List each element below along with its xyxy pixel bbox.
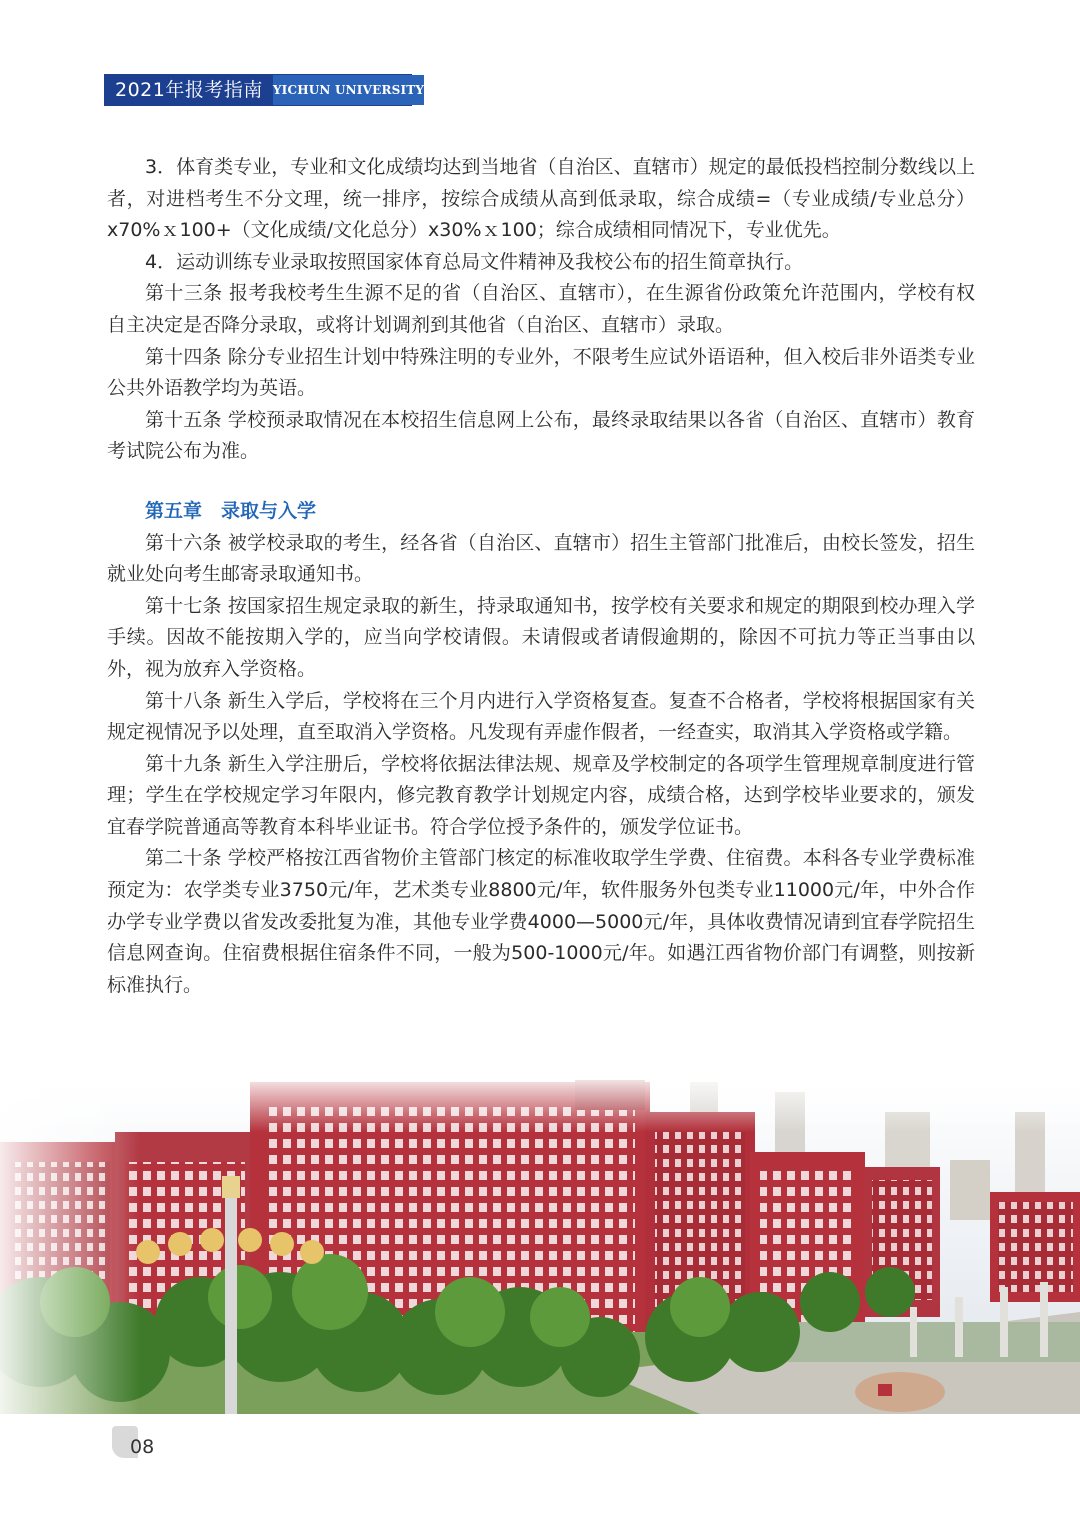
university-name: YICHUN UNIVERSITY <box>273 75 424 105</box>
page-number-box <box>112 1426 160 1470</box>
page-number: 08 <box>130 1436 155 1458</box>
paragraph: 第十八条 新生入学后，学校将在三个月内进行入学资格复查。复查不合格者，学校将根据国家有关规定视情况予以处理，直至取消入学资格。凡发现有弄虚作假者，一经查实，取消其入学资格或学籍。 <box>107 689 975 744</box>
guide-title: 2021年报考指南 <box>105 75 273 105</box>
paragraph: 第十三条 报考我校考生生源不足的省（自治区、直辖市），在生源省份政策允许范围内，学校有权自主决定是否降分录取，或将计划调剂到其他省（自治区、直辖市）录取。 <box>107 282 975 336</box>
paragraph: 第十六条 被学校录取的考生，经各省（自治区、直辖市）招生主管部门批准后，由校长签发，招生就业处向考生邮寄录取通知书。 <box>107 531 975 586</box>
paragraph: 第十四条 除分专业招生计划中特殊注明的专业外，不限考生应试外语语种，但入校后非外语类专业公共外语教学均为英语。 <box>107 345 975 400</box>
paragraph: 3．体育类专业，专业和文化成绩均达到当地省（自治区、直辖市）规定的最低投档控制分数线以上者，对进档考生不分文理，统一排序，按综合成绩从高到低录取，综合成绩=（专业成绩/专业总分）x70%ｘ100+（文化成绩/文化总分）x30%ｘ100；综合成绩相同情况下，专业优先。 <box>107 156 975 242</box>
paragraph: 第十五条 学校预录取情况在本校招生信息网上公布，最终录取结果以各省（自治区、直辖市）教育考试院公布为准。 <box>107 408 975 463</box>
paragraph: 4．运动训练专业录取按照国家体育总局文件精神及我校公布的招生简章执行。 <box>145 250 804 273</box>
paragraph: 第十九条 新生入学注册后，学校将依据法律法规、规章及学校制定的各项学生管理规章制度进行管理；学生在学校规定学习年限内，修完教育教学计划规定内容，成绩合格，达到学校毕业要求的，颁发宜春学院普通高等教育本科毕业证书。符合学位授予条件的，颁发学位证书。 <box>107 752 975 838</box>
chapter-heading: 第五章 录取与入学 <box>145 499 317 522</box>
header-banner <box>104 74 425 106</box>
document-body <box>107 152 975 1001</box>
paragraph: 第十七条 按国家招生规定录取的新生，持录取通知书，按学校有关要求和规定的期限到校办理入学手续。因故不能按期入学的，应当向学校请假。未请假或者请假逾期的，除因不可抗力等正当事由以外，视为放弃入学资格。 <box>107 594 975 680</box>
paragraph: 第二十条 学校严格按江西省物价主管部门核定的标准收取学生学费、住宿费。本科各专业学费标准预定为：农学类专业3750元/年，艺术类专业8800元/年，软件服务外包类专业11000元/年，中外合作办学专业学费以省发改委批复为准，其他专业学费4000—5000元/年，具体收费情况请到宜春学院招生信息网查询。住宿费根据住宿条件不同，一般为500-1000元/年。如遇江西省物价部门有调整，则按新标准执行。 <box>107 847 975 996</box>
campus-photo <box>0 1072 1080 1414</box>
